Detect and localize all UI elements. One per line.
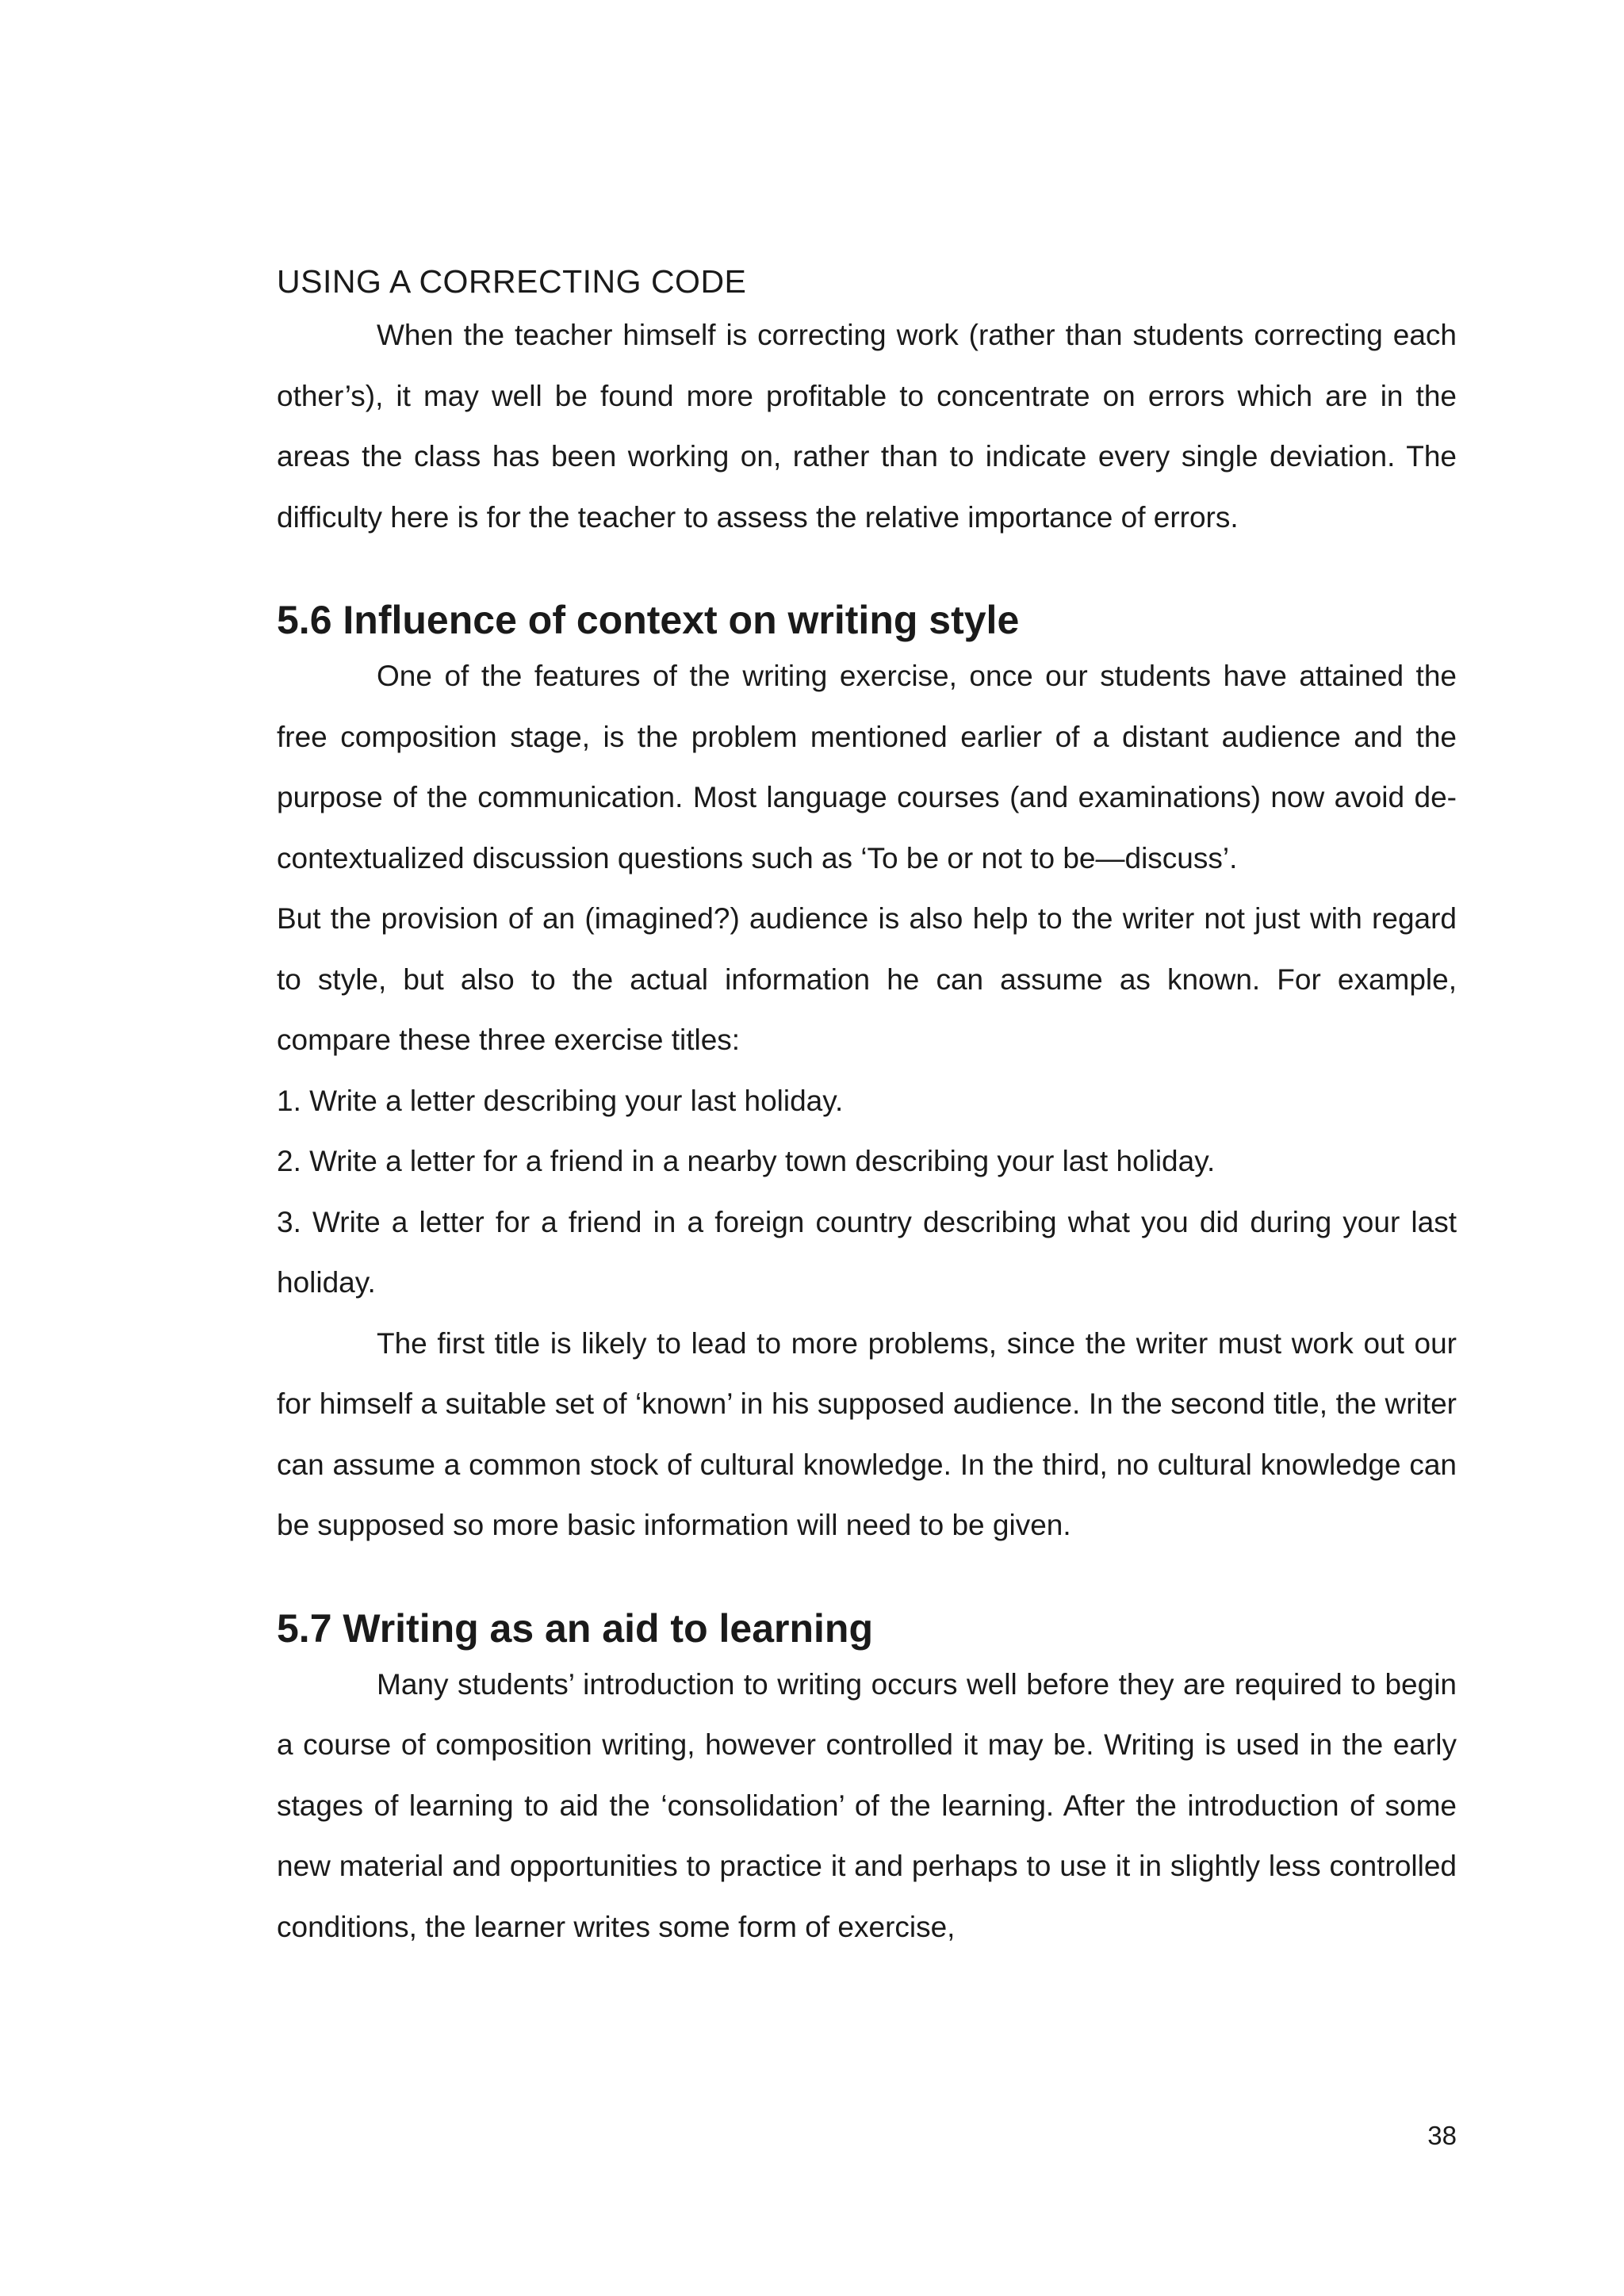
exercise-title-item: 2. Write a letter for a friend in a nearby town describing your last holiday. xyxy=(277,1145,1216,1177)
section-5-6-paragraph-1: One of the features of the writing exercise, once our students have attained the free composition stage, is the problem mentioned earlier of a distant audience and the purpose of the communication. Most language courses (and examinations) now avoid de-contextualized discussion questions such as ‘To be or not to be—discuss’. xyxy=(277,660,1457,874)
section-5-6-paragraph-2: But the provision of an (imagined?) audience is also help to the writer not just with regard to style, but also to the actual information he can assume as known. For example, compare these three exercise titles: xyxy=(277,902,1457,1056)
section-spacer xyxy=(277,548,1457,594)
page-content xyxy=(277,258,1457,1957)
section-5-6-heading: 5.6 Influence of context on writing style xyxy=(277,598,1020,642)
section-spacer xyxy=(277,1556,1457,1602)
section-5-7-heading: 5.7 Writing as an aid to learning xyxy=(277,1605,874,1651)
section-5-7-paragraph: Many students’ introduction to writing occurs well before they are required to begin a course of composition writing, however controlled it may be. Writing is used in the early stages of learning to aid the ‘consolidation’ of the learning. After the introduction of some new material and opportunities to practice it and perhaps to use it in slightly less controlled conditions, the learner writes some form of exercise, xyxy=(277,1667,1457,1943)
exercise-title-item: 3. Write a letter for a friend in a foreign country describing what you did during your last holiday. xyxy=(277,1205,1457,1299)
page-number: 38 xyxy=(1427,2121,1457,2150)
section-5-6-paragraph-3: The first title is likely to lead to more problems, since the writer must work out our for himself a suitable set of ‘known’ in his supposed audience. In the second title, the writer can assume a common stock of cultural knowledge. In the third, no cultural knowledge can be supposed so more basic information will need to be given. xyxy=(277,1326,1457,1541)
exercise-title-item: 1. Write a letter describing your last holiday. xyxy=(277,1084,844,1117)
correcting-code-heading: USING A CORRECTING CODE xyxy=(277,263,747,300)
correcting-code-paragraph: When the teacher himself is correcting work (rather than students correcting each other’s), it may well be found more profitable to concentrate on errors which are in the areas the class has been working on, rather than to indicate every single deviation. The difficulty here is for the teacher to assess the relative importance of errors. xyxy=(277,319,1457,534)
